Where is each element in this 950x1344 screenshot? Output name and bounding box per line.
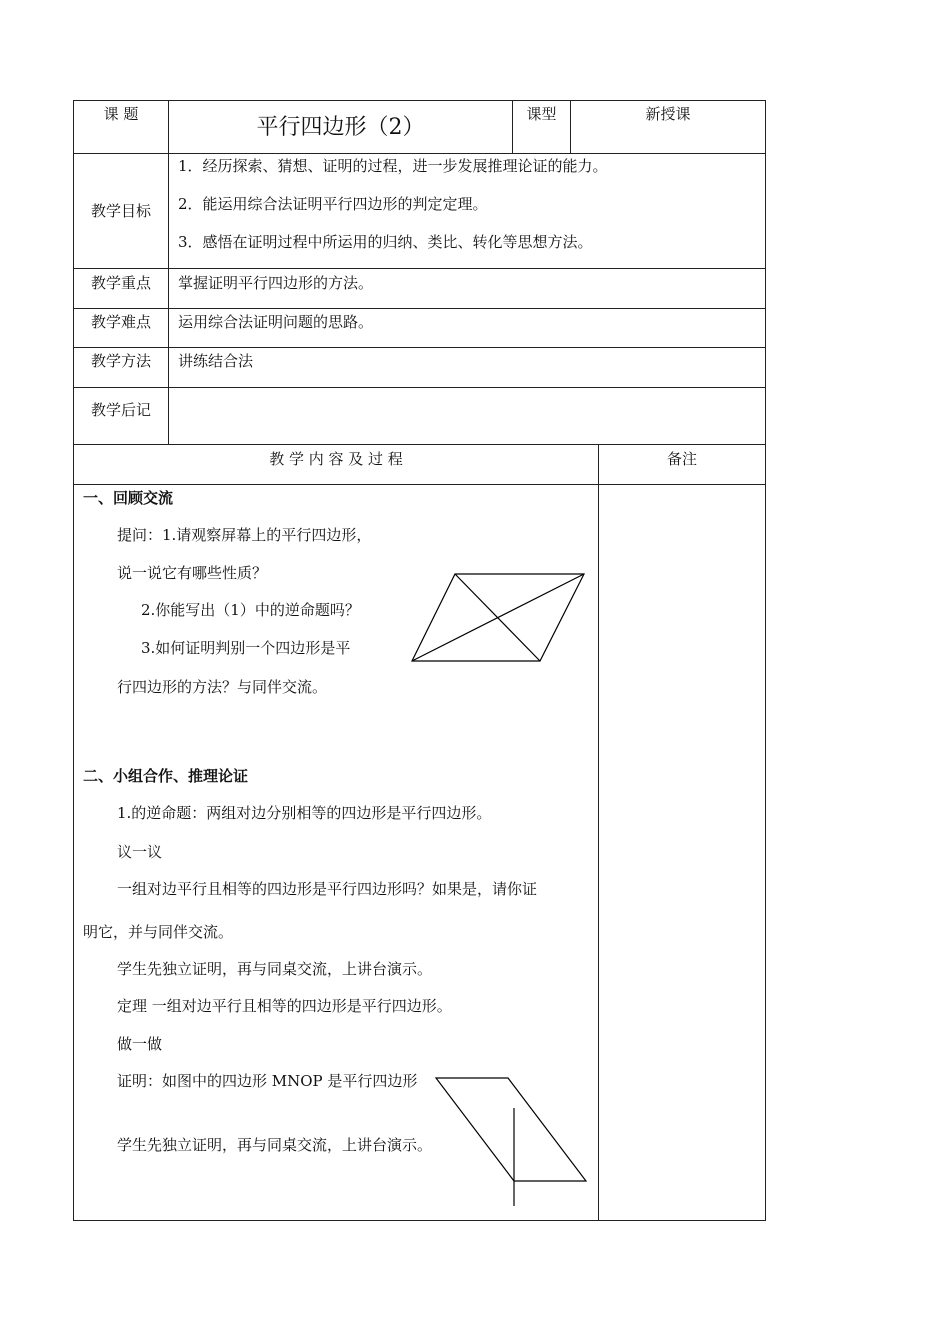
content-header: 教 学 内 容 及 过 程 (269, 450, 403, 468)
key-points-label: 教学重点 (90, 274, 151, 292)
objective-1: 1．经历探索、猜想、证明的过程，进一步发展推理论证的能力。 (178, 157, 608, 175)
section-2-title: 二、小组合作、推理论证 (83, 767, 249, 785)
mnop-diagram (430, 1072, 592, 1212)
lesson-title: 平行四边形（2） (256, 115, 425, 140)
section-1-line: 行四边形的方法？与同伴交流。 (117, 678, 328, 696)
section-2-line: 一组对边平行且相等的四边形是平行四边形吗？如果是，请你证 (117, 880, 538, 898)
diagonal-line (412, 574, 584, 661)
parallelogram-diagram (405, 568, 590, 666)
lesson-type-value: 新授课 (645, 105, 691, 123)
section-1-line: 提问：1.请观察屏幕上的平行四边形， (117, 526, 372, 544)
section-2-line: 1.的逆命题：两组对边分别相等的四边形是平行四边形。 (117, 804, 492, 822)
mnop-parallelogram-shape (436, 1078, 586, 1181)
section-2-line: 明它，并与同伴交流。 (83, 923, 234, 941)
section-1-line: 3.如何证明判别一个四边形是平 (141, 639, 351, 657)
section-2-line: 学生先独立证明，再与同桌交流，上讲台演示。 (117, 960, 433, 978)
notes-header: 备注 (666, 450, 697, 468)
objectives-label: 教学目标 (90, 202, 151, 220)
lesson-type-label: 课型 (526, 105, 557, 123)
section-2-line: 议一议 (117, 843, 163, 861)
section-2-line: 做一做 (117, 1035, 163, 1053)
key-points-value: 掌握证明平行四边形的方法。 (178, 274, 374, 292)
method-value: 讲练结合法 (178, 352, 254, 370)
method-label: 教学方法 (90, 352, 151, 370)
difficulty-value: 运用综合法证明问题的思路。 (178, 313, 374, 331)
topic-label: 课 题 (103, 105, 139, 123)
objective-3: 3．感悟在证明过程中所运用的归纳、类比、转化等思想方法。 (178, 233, 593, 251)
objective-2: 2．能运用综合法证明平行四边形的判定定理。 (178, 195, 488, 213)
section-2-line: 定理 一组对边平行且相等的四边形是平行四边形。 (117, 997, 452, 1015)
section-1-line: 2.你能写出（1）中的逆命题吗？ (141, 601, 360, 619)
section-2-line: 证明：如图中的四边形 MNOP 是平行四边形 (117, 1072, 418, 1090)
afterword-label: 教学后记 (90, 401, 151, 419)
section-1-line: 说一说它有哪些性质？ (117, 564, 268, 582)
section-1-title: 一、回顾交流 (83, 489, 174, 507)
difficulty-label: 教学难点 (90, 313, 151, 331)
section-2-line: 学生先独立证明，再与同桌交流，上讲台演示。 (117, 1136, 433, 1154)
